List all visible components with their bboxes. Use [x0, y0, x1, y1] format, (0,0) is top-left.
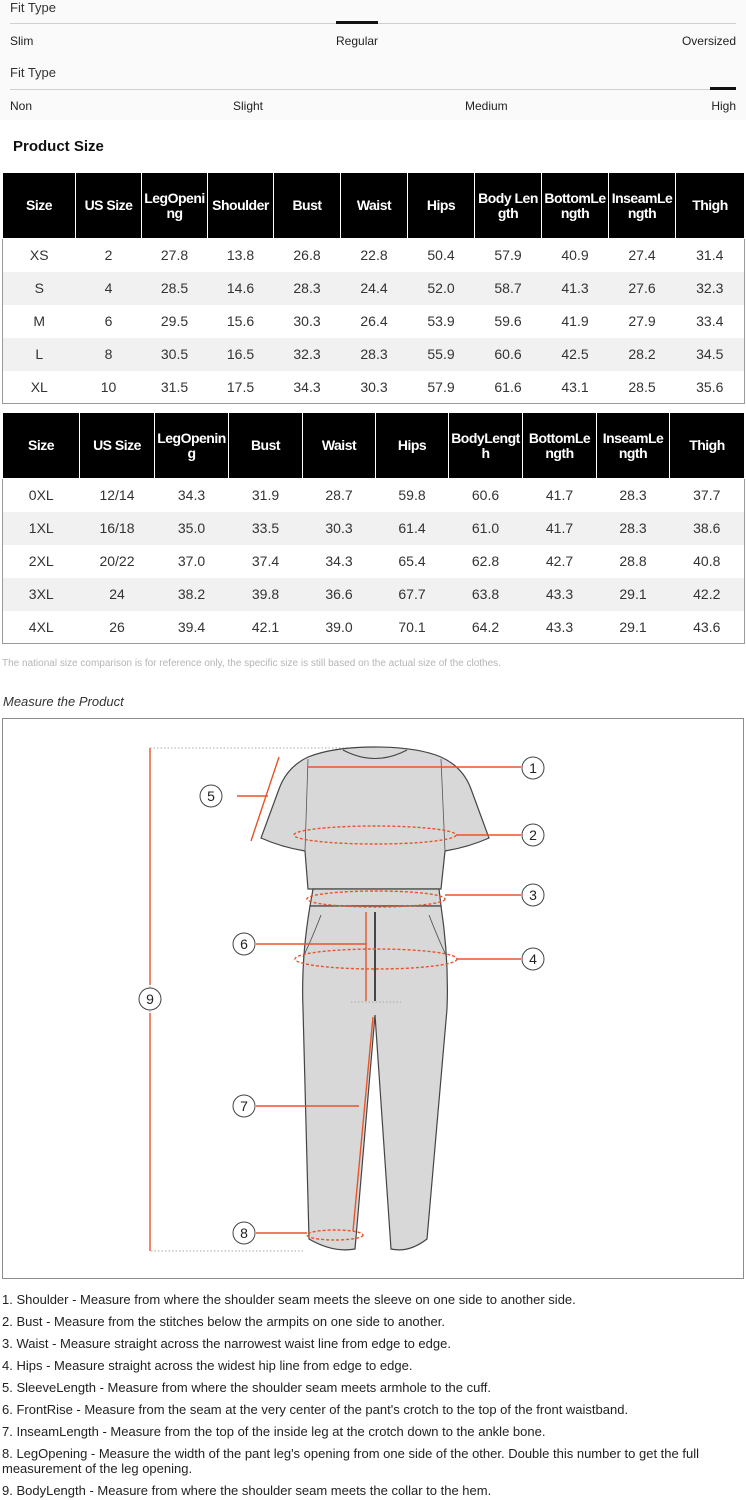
- table-cell: XL: [3, 371, 76, 404]
- table-row: [3, 371, 745, 404]
- table-cell: 42.5: [542, 338, 609, 371]
- table-cell: 38.6: [670, 512, 745, 545]
- table-cell: S: [3, 272, 76, 305]
- table-cell: 37.7: [670, 479, 745, 512]
- table-cell: M: [3, 305, 76, 338]
- table-cell: 12/14: [80, 479, 155, 512]
- table-cell: 27.8: [142, 239, 208, 272]
- table-cell: 30.3: [341, 371, 408, 404]
- column-header: Body Length: [475, 173, 542, 239]
- table-cell: 43.3: [523, 578, 597, 611]
- table-cell: 35.6: [676, 371, 745, 404]
- table-cell: 28.3: [274, 272, 341, 305]
- svg-text:1: 1: [529, 760, 537, 776]
- table-cell: 57.9: [475, 239, 542, 272]
- instruction-inseam-length: 7. InseamLength - Measure from the top of the inside leg at the crotch down to the ankle bone.: [2, 1424, 546, 1439]
- table-cell: 28.5: [609, 371, 676, 404]
- table-cell: 41.9: [542, 305, 609, 338]
- table-cell: 4: [76, 272, 142, 305]
- table-cell: 62.8: [449, 545, 523, 578]
- table-cell: 65.4: [376, 545, 449, 578]
- table-cell: 37.0: [155, 545, 229, 578]
- marker-5: [200, 785, 222, 807]
- column-header: Shoulder: [208, 173, 274, 239]
- table-cell: 42.1: [229, 611, 303, 644]
- instruction-hips: 4. Hips - Measure straight across the widest hip line from edge to edge.: [2, 1358, 413, 1373]
- column-header: LegOpening: [155, 413, 229, 479]
- table-cell: 2XL: [3, 545, 80, 578]
- measure-title: Measure the Product: [3, 694, 124, 709]
- column-header: Waist: [341, 173, 408, 239]
- table-cell: 39.0: [303, 611, 376, 644]
- table-cell: 26.4: [341, 305, 408, 338]
- table-cell: 0XL: [3, 479, 80, 512]
- instruction-body-length: 9. BodyLength - Measure from where the shoulder seam meets the collar to the hem.: [2, 1483, 492, 1498]
- table-cell: 26: [80, 611, 155, 644]
- table-cell: 67.7: [376, 578, 449, 611]
- table-cell: 34.5: [676, 338, 745, 371]
- table-cell: 60.6: [449, 479, 523, 512]
- marker-1: [522, 757, 544, 779]
- table-cell: 55.9: [408, 338, 475, 371]
- fit-option-non: Non: [10, 99, 33, 113]
- column-header: Hips: [376, 413, 449, 479]
- table-cell: 4XL: [3, 611, 80, 644]
- column-header: Size: [3, 413, 80, 479]
- column-header: US Size: [80, 413, 155, 479]
- product-size-title: Product Size: [13, 138, 104, 155]
- column-header: LegOpening: [142, 173, 208, 239]
- table-row: [3, 239, 745, 272]
- column-header: BottomLength: [542, 173, 609, 239]
- svg-text:8: 8: [240, 1225, 248, 1241]
- table-cell: 29.5: [142, 305, 208, 338]
- table-cell: 27.4: [609, 239, 676, 272]
- table-cell: 16/18: [80, 512, 155, 545]
- table-cell: 6: [76, 305, 142, 338]
- svg-text:7: 7: [240, 1098, 248, 1114]
- table-cell: 28.8: [597, 545, 670, 578]
- table-cell: 3XL: [3, 578, 80, 611]
- table-row: [3, 578, 745, 611]
- column-header: Thigh: [676, 173, 745, 239]
- table-cell: 37.4: [229, 545, 303, 578]
- table-cell: 39.4: [155, 611, 229, 644]
- table-header-row: [3, 173, 745, 239]
- instruction-bust: 2. Bust - Measure from the stitches below the armpits on one side to another.: [2, 1314, 445, 1329]
- table-cell: 32.3: [274, 338, 341, 371]
- table-cell: 28.5: [142, 272, 208, 305]
- table-cell: XS: [3, 239, 76, 272]
- fit-option-slim: Slim: [10, 34, 34, 48]
- marker-9: [139, 988, 161, 1010]
- table-cell: 70.1: [376, 611, 449, 644]
- instruction-waist: 3. Waist - Measure straight across the narrowest waist line from edge to edge.: [2, 1336, 451, 1351]
- table-cell: 22.8: [341, 239, 408, 272]
- fit-option-high: High: [711, 99, 736, 113]
- fit-type-title: Fit Type: [10, 0, 57, 15]
- table-row: [3, 611, 745, 644]
- table-cell: 41.3: [542, 272, 609, 305]
- column-header: Hips: [408, 173, 475, 239]
- table-cell: 41.7: [523, 479, 597, 512]
- table-cell: 15.6: [208, 305, 274, 338]
- table-cell: 36.6: [303, 578, 376, 611]
- size-note: The national size comparison is for reference only, the specific size is still based on the actual size of the clothes.: [2, 658, 501, 669]
- fit-type-selected-marker: [336, 21, 378, 24]
- fit-option-regular: Regular: [336, 34, 379, 48]
- table-row: [3, 338, 745, 371]
- table-row: [3, 479, 745, 512]
- table-cell: 14.6: [208, 272, 274, 305]
- table-cell: 42.2: [670, 578, 745, 611]
- table-row: [3, 545, 745, 578]
- table-cell: 17.5: [208, 371, 274, 404]
- table-row: [3, 305, 745, 338]
- table-cell: 24.4: [341, 272, 408, 305]
- table-cell: 31.5: [142, 371, 208, 404]
- svg-text:3: 3: [529, 887, 537, 903]
- table-cell: 28.7: [303, 479, 376, 512]
- measurement-diagram: [2, 718, 744, 1279]
- svg-text:4: 4: [529, 951, 537, 967]
- column-header: Bust: [274, 173, 341, 239]
- marker-4: [522, 948, 544, 970]
- table-cell: 43.6: [670, 611, 745, 644]
- size-table-regular: [2, 172, 745, 404]
- fit-type-selected-marker: [710, 87, 736, 90]
- instruction-sleeve-length: 5. SleeveLength - Measure from where the shoulder seam meets armhole to the cuff.: [2, 1380, 491, 1395]
- table-cell: 34.3: [303, 545, 376, 578]
- table-cell: 34.3: [274, 371, 341, 404]
- table-cell: 32.3: [676, 272, 745, 305]
- column-header: BodyLength: [449, 413, 523, 479]
- table-cell: 27.6: [609, 272, 676, 305]
- table-row: [3, 512, 745, 545]
- table-cell: 29.1: [597, 578, 670, 611]
- table-cell: 34.3: [155, 479, 229, 512]
- table-cell: 29.1: [597, 611, 670, 644]
- marker-2: [522, 824, 544, 846]
- table-cell: 30.5: [142, 338, 208, 371]
- column-header: Waist: [303, 413, 376, 479]
- table-cell: 8: [76, 338, 142, 371]
- column-header: InseamLength: [597, 413, 670, 479]
- fit-type-section: [0, 0, 746, 120]
- table-cell: 27.9: [609, 305, 676, 338]
- marker-3: [522, 884, 544, 906]
- table-row: [3, 272, 745, 305]
- table-cell: 50.4: [408, 239, 475, 272]
- column-header: Thigh: [670, 413, 745, 479]
- marker-8: [233, 1222, 255, 1244]
- table-cell: 61.4: [376, 512, 449, 545]
- svg-text:5: 5: [207, 788, 215, 804]
- table-cell: 26.8: [274, 239, 341, 272]
- table-cell: 28.3: [341, 338, 408, 371]
- table-cell: 52.0: [408, 272, 475, 305]
- table-cell: 53.9: [408, 305, 475, 338]
- column-header: US Size: [76, 173, 142, 239]
- table-cell: 59.8: [376, 479, 449, 512]
- marker-6: [233, 933, 255, 955]
- table-cell: 61.6: [475, 371, 542, 404]
- table-cell: 10: [76, 371, 142, 404]
- svg-text:2: 2: [529, 827, 537, 843]
- table-cell: 31.9: [229, 479, 303, 512]
- table-cell: 43.1: [542, 371, 609, 404]
- table-cell: 28.2: [609, 338, 676, 371]
- fit-option-slight: Slight: [233, 99, 264, 113]
- table-cell: 38.2: [155, 578, 229, 611]
- svg-text:9: 9: [146, 991, 154, 1007]
- table-cell: 20/22: [80, 545, 155, 578]
- table-cell: 58.7: [475, 272, 542, 305]
- column-header: Size: [3, 173, 76, 239]
- table-cell: L: [3, 338, 76, 371]
- table-cell: 13.8: [208, 239, 274, 272]
- fit-type-track: [10, 89, 736, 90]
- table-cell: 60.6: [475, 338, 542, 371]
- table-cell: 24: [80, 578, 155, 611]
- column-header: Bust: [229, 413, 303, 479]
- table-cell: 30.3: [274, 305, 341, 338]
- table-cell: 40.9: [542, 239, 609, 272]
- table-cell: 2: [76, 239, 142, 272]
- instruction-front-rise: 6. FrontRise - Measure from the seam at the very center of the pant's crotch to the top of the front waistband.: [2, 1402, 629, 1417]
- table-cell: 63.8: [449, 578, 523, 611]
- table-cell: 33.4: [676, 305, 745, 338]
- instruction-leg-opening: 8. LegOpening - Measure the width of the pant leg's opening from one side of the other. Double this number to get the full measurement of the leg opening.: [2, 1446, 699, 1476]
- measurement-instructions: [2, 1292, 744, 1500]
- table-cell: 30.3: [303, 512, 376, 545]
- instruction-shoulder: 1. Shoulder - Measure from where the shoulder seam meets the sleeve on one side to another side.: [2, 1292, 576, 1307]
- table-cell: 1XL: [3, 512, 80, 545]
- table-cell: 33.5: [229, 512, 303, 545]
- table-header-row: [3, 413, 745, 479]
- table-cell: 59.6: [475, 305, 542, 338]
- table-cell: 28.3: [597, 479, 670, 512]
- table-cell: 42.7: [523, 545, 597, 578]
- table-cell: 35.0: [155, 512, 229, 545]
- table-cell: 31.4: [676, 239, 745, 272]
- size-table-plus: [2, 412, 745, 644]
- svg-text:6: 6: [240, 936, 248, 952]
- table-cell: 57.9: [408, 371, 475, 404]
- jumpsuit-illustration: [3, 719, 745, 1280]
- marker-7: [233, 1095, 255, 1117]
- table-cell: 40.8: [670, 545, 745, 578]
- table-cell: 28.3: [597, 512, 670, 545]
- fit-type-title: Fit Type: [10, 65, 57, 80]
- fit-option-oversized: Oversized: [681, 34, 736, 48]
- column-header: InseamLength: [609, 173, 676, 239]
- table-cell: 16.5: [208, 338, 274, 371]
- table-cell: 39.8: [229, 578, 303, 611]
- fit-option-medium: Medium: [465, 99, 508, 113]
- column-header: BottomLength: [523, 413, 597, 479]
- table-cell: 61.0: [449, 512, 523, 545]
- table-cell: 64.2: [449, 611, 523, 644]
- table-cell: 43.3: [523, 611, 597, 644]
- table-cell: 41.7: [523, 512, 597, 545]
